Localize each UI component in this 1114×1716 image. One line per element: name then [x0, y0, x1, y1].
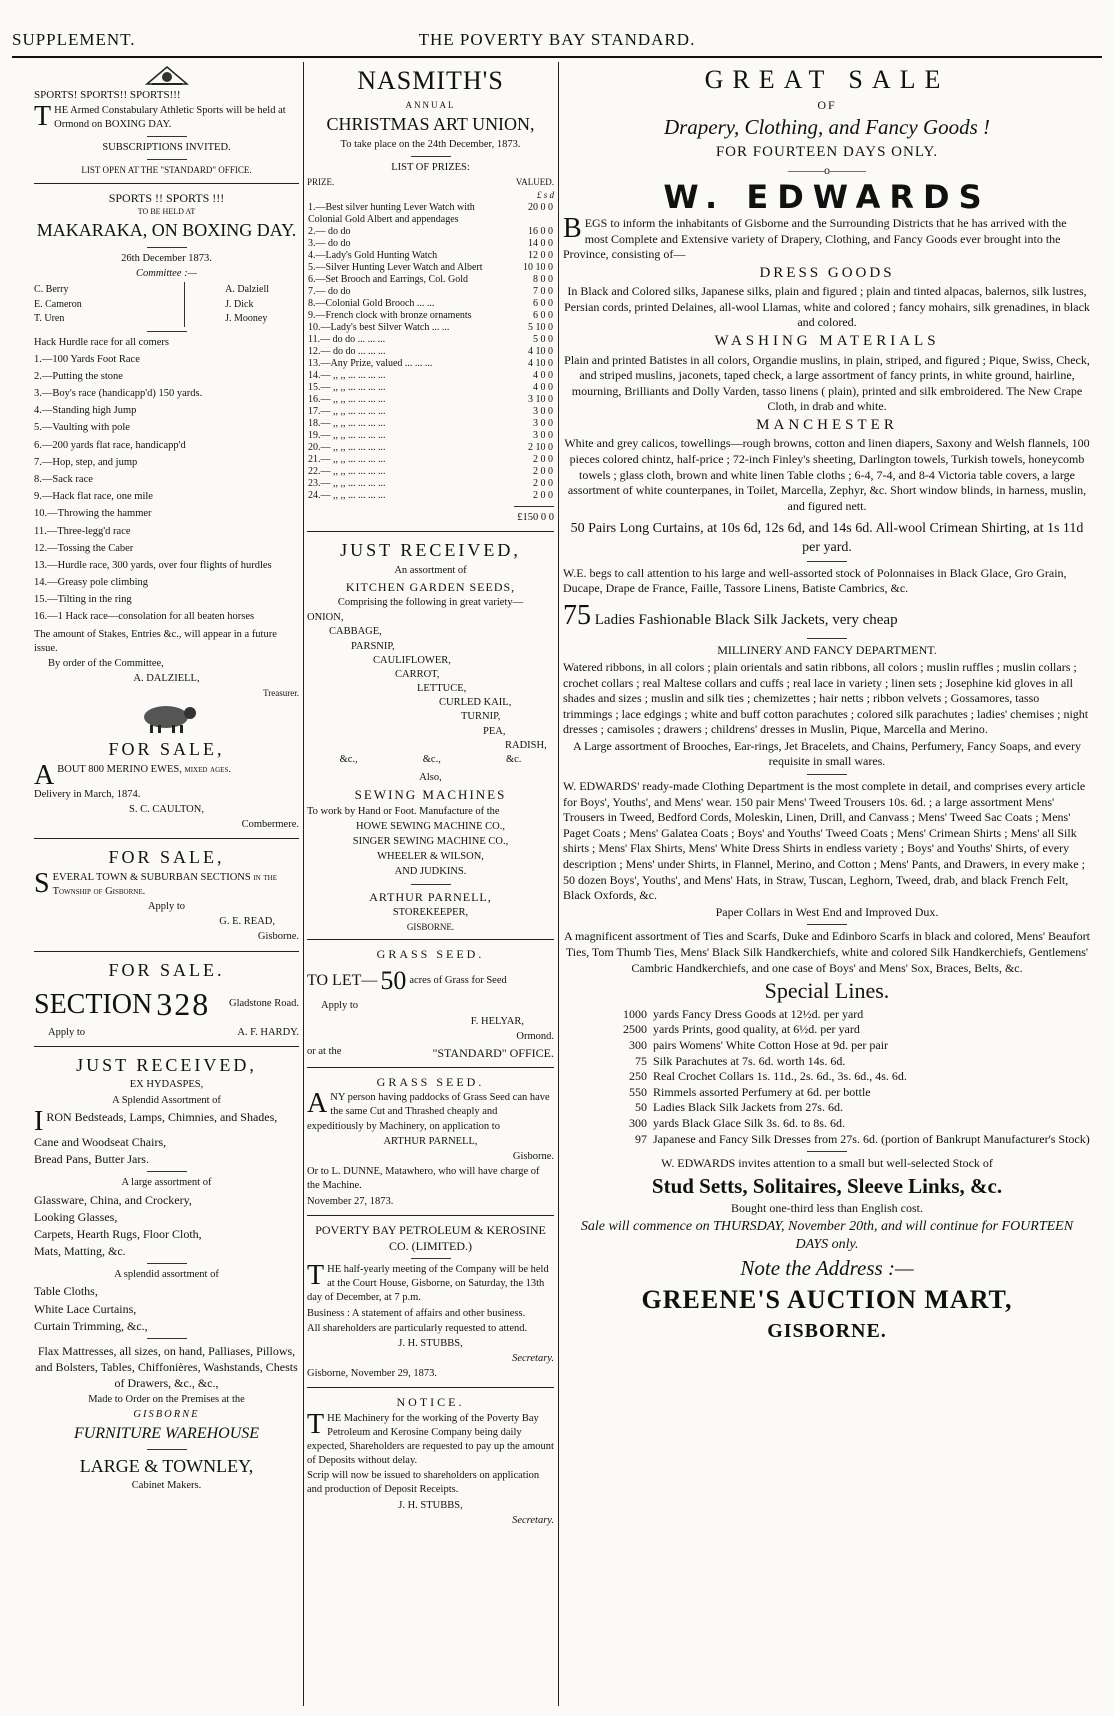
seed-item: CURLED KAIL,: [439, 697, 512, 709]
sewing-work: To work by Hand or Foot. Manufacture of the: [307, 805, 500, 817]
sports-heading-2: SPORTS !! SPORTS !!!: [108, 190, 225, 205]
special-line: 1000 yards Fancy Dress Goods at 12½d. per yard: [623, 1006, 864, 1021]
section328-line: [34, 983, 299, 1026]
art-union: CHRISTMAS ART UNION,: [326, 114, 535, 135]
notice-stubbs-title: Secretary.: [512, 1514, 554, 1526]
seeds-also: Also,: [419, 772, 442, 784]
column-3: [563, 62, 1091, 1706]
hack-hurdle: Hack Hurdle race for all comers: [34, 336, 169, 348]
event-item: 7.—Hop, step, and jump: [34, 456, 138, 468]
paper-collars: Paper Collars in West End and Improved Dux.: [715, 904, 939, 919]
makaraka-place: MAKARAKA, ON BOXING DAY.: [36, 220, 297, 241]
event-item: 8.—Sack race: [34, 474, 93, 485]
prize-row: 14.— ,, ,, ... ... ... ... 4 0 0: [308, 370, 553, 382]
event-item: 13.—Hurdle race, 300 yards, over four flights of hurdles: [34, 559, 272, 571]
sewing-makers: [307, 820, 554, 880]
seed-item: PEA,: [483, 725, 506, 737]
prize-row: 5.—Silver Hunting Lever Watch and Albert 10 10 0: [308, 262, 553, 274]
sign-name: A. DALZIELL,: [133, 673, 200, 685]
flax-mattresses: Flax Mattresses, all sizes, on hand, Palliases, Pillows, and Bolsters, Tables, Chiffonières, Washstands, Chests of Drawers, &c., &c.,: [35, 1344, 298, 1391]
to-be-held: TO BE HELD AT: [137, 206, 196, 216]
ewes-delivery: Delivery in March, 1874.: [34, 788, 141, 800]
prize-row: 2.— do do 16 0 0: [308, 226, 553, 238]
committee-member: E. Cameron: [34, 298, 82, 310]
manchester-heading: MANCHESTER: [756, 416, 898, 433]
special-lines: [563, 1007, 1091, 1147]
column-2: [307, 62, 554, 1706]
iron-bedsteads: IRON Bedsteads, Lamps, Chimnies, and Shades,: [34, 1105, 278, 1137]
washing-heading: WASHING MATERIALS: [714, 333, 940, 350]
great-sale: GREAT SALE: [704, 65, 950, 94]
prize-row: 18.— ,, ,, ... ... ... ... 3 0 0: [308, 418, 553, 430]
seed-etc-item: &c.,: [422, 753, 441, 765]
edwards-begs: BEGS to inform the inhabitants of Gisborne and the Surrounding Districts that he has arrived with the most Complete and Extensive variety of Drapery, Clothing, and Fancy Goods ever brought into the Province, consisting of—: [563, 212, 1067, 262]
seed-etc: [307, 753, 554, 767]
prize-row: 16.— ,, ,, ... ... ... ... 3 10 0: [308, 394, 553, 406]
sewing-maker: AND JUDKINS.: [394, 866, 467, 878]
event-item: 6.—200 yards flat race, handicapp'd: [34, 439, 186, 451]
sections-text: SEVERAL TOWN & SUBURBAN SECTIONS in the Township of Gisborne.: [34, 867, 277, 899]
edwards-name: W. EDWARDS: [663, 177, 991, 216]
large-townley: LARGE & TOWNLEY,: [79, 1455, 254, 1476]
special-line: 50 Ladies Black Silk Jackets from 27s. 6d.: [635, 1100, 843, 1115]
seed-list: [307, 611, 554, 753]
seed-item: CAULIFLOWER,: [373, 654, 451, 666]
kitchen-garden-seeds: KITCHEN GARDEN SEEDS,: [345, 579, 516, 594]
notice-text: THE Machinery for the working of the Poverty Bay Petroleum and Kerosine Company being daily expected, Shareholders are requested to pay up the amount of Deposits without delay.: [307, 1408, 554, 1467]
prize-row: 6.—Set Brooch and Earrings, Col. Gold 8 0 0: [308, 274, 553, 286]
prize-row: 12.— do do ... ... ... 4 10 0: [308, 346, 553, 358]
seeds-heading: JUST RECEIVED,: [340, 540, 521, 561]
special-line: 2500 yards Prints, good quality, at 6½d. per yard: [623, 1022, 860, 1037]
event-item: 11.—Three-legg'd race: [34, 525, 131, 537]
drapery-clothing: Drapery, Clothing, and Fancy Goods !: [663, 115, 991, 140]
sale-commence: Sale will commence on THURSDAY, November 20th, and will continue for FOURTEEN DAYS only.: [580, 1218, 1074, 1252]
committee-label: Committee :—: [136, 267, 197, 279]
seed-item: CARROT,: [395, 668, 440, 680]
millinery: Watered ribbons, in all colors ; plain orientals and satin ribbons, all colors ; muslin ruffles ; muslin collars ; crochet collars ; real Maltese collars and cuffs ; real lace in variety ; linen sets ; Josephine kid gloves in all shades and sizes ; muslin and silk ties ; chemizettes ; hair netts ; ribbon velvets ; Gossamores, tasso trimmings ; lace edgings ; white and buff cotton parachutes ; colored silk parachutes ; ladies' chemises ; night dresses ; camisoles ; drawers ; childrens' dresses in Muslin, Pique, Marcella and Merino.: [563, 659, 1089, 737]
furniture-warehouse: FURNITURE WAREHOUSE: [73, 1424, 260, 1442]
section328-heading: FOR SALE.: [108, 959, 225, 980]
fourteen-days: FOR FOURTEEN DAYS ONLY.: [715, 143, 939, 160]
special-line: 300 pairs Womens' White Cotton Hose at 9d. per pair: [629, 1037, 889, 1052]
hydaspes-lines-1: [34, 1134, 299, 1167]
seed-item: CABBAGE,: [329, 626, 382, 638]
event-item: 3.—Boy's race (handicapp'd) 150 yards.: [34, 388, 203, 400]
great-sale-of: OF: [817, 97, 837, 112]
list-of-prizes: LIST OF PRIZES:: [391, 161, 470, 173]
grass-to-let: TO LET— 50 acres of Grass for Seed: [307, 966, 507, 996]
grass-seed-heading-1: GRASS SEED.: [376, 947, 485, 962]
prize-row: 9.—French clock with bronze ornaments 6 0 0: [308, 310, 553, 322]
petroleum-text: THE half-yearly meeting of the Company will be held at the Court House, Gisborne, on Saturday, the 13th day of December, at 7 p.m.: [307, 1260, 549, 1304]
masthead-title: THE POVERTY BAY STANDARD.: [418, 30, 696, 49]
stakes-note: The amount of Stakes, Entries &c., will appear in a future issue.: [34, 628, 277, 654]
polonnaises: W.E. begs to call attention to his large and well-assorted stock of Polonnaises in Black Glace, Gro Grain, Ducape, Drape de France, Faille, Tassore Linens, Batiste Cambrics, &c.: [563, 565, 1067, 596]
sports-crest-icon: [142, 64, 192, 86]
event-item: 14.—Greasy pole climbing: [34, 577, 149, 589]
money-header: £ s d: [536, 190, 554, 201]
prize-row: 4.—Lady's Gold Hunting Watch 12 0 0: [308, 250, 553, 262]
washing-materials: Plain and printed Batistes in all colors, Organdie muslins, in plain, striped, and figured ; Pique, Swiss, Check, and striped muslins, jaconets, taped check, a large assortment of fancy prints, in white ground, hairline, mourning, Brilliants and Dolly Varden, tasso linens ( plain), printed and silk embroidered. The New Crape Cloth, in drab and white.: [564, 352, 1090, 414]
prize-row: 3.— do do 14 0 0: [308, 238, 553, 250]
section328-apply-row: Apply to A. F. HARDY.: [48, 1027, 299, 1039]
petroleum-dateline: Gisborne, November 29, 1873.: [307, 1368, 438, 1380]
standard-office: or at the "STANDARD" OFFICE.: [307, 1045, 554, 1060]
gisborne-address: GISBORNE.: [767, 1320, 887, 1343]
goods-line: Glassware, China, and Crockery,: [34, 1192, 192, 1207]
grass2-place: Gisborne.: [512, 1150, 554, 1162]
sections-heading: FOR SALE,: [108, 847, 225, 868]
column-rule: [303, 62, 304, 1706]
goods-line: Bread Pans, Butter Jars.: [34, 1152, 149, 1167]
goods-line: White Lace Curtains,: [34, 1301, 137, 1316]
hydaspes-heading: JUST RECEIVED,: [76, 1055, 257, 1076]
prize-total: £150 0 0: [517, 512, 554, 524]
notice-scrip: Scrip will now be issued to shareholders on application and production of Deposit Receipts.: [307, 1470, 540, 1496]
hydaspes-splendid: A splendid assortment of: [114, 1269, 219, 1281]
sports-heading: SPORTS! SPORTS!! SPORTS!!!: [34, 89, 181, 101]
sewing-maker: WHEELER & WILSON,: [377, 851, 484, 863]
grass2-or: Or to L. DUNNE, Matawhero, who will have charge of the Machine.: [307, 1166, 540, 1192]
petroleum-all: All shareholders are particularly requested to attend.: [307, 1322, 528, 1334]
seeds-assort: An assortment of: [394, 564, 467, 576]
masthead-supplement: SUPPLEMENT.: [12, 30, 136, 49]
seed-item: TURNIP,: [461, 711, 501, 723]
art-union-date: To take place on the 24th December, 1873.: [340, 138, 521, 150]
committee-order: By order of the Committee,: [48, 657, 164, 669]
seed-etc-item: &c.: [505, 753, 522, 765]
sections-name: G. E. READ,: [219, 916, 275, 928]
prize-table: [307, 202, 554, 502]
event-item: 2.—Putting the stone: [34, 370, 123, 382]
goods-line: Mats, Matting, &c.: [34, 1244, 126, 1259]
petroleum-business: Business : A statement of affairs and other business.: [307, 1307, 526, 1319]
prize-row: 21.— ,, ,, ... ... ... ... 2 0 0: [308, 454, 553, 466]
long-curtains: 50 Pairs Long Curtains, at 10s 6d, 12s 6d, and 14s 6d. All-wool Crimean Shirting, at 1s 11d per yard.: [570, 521, 1084, 555]
ewes-heading: FOR SALE,: [108, 739, 225, 760]
prize-columns: PRIZE. VALUED.: [307, 176, 554, 187]
stubbs-title: Secretary.: [512, 1353, 554, 1365]
prize-row: 13.—Any Prize, valued ... ... ... 4 10 0: [308, 358, 553, 370]
made-to-order: Made to Order on the Premises at the: [88, 1393, 245, 1405]
seed-item: PARSNIP,: [351, 640, 395, 652]
goods-line: Cane and Woodseat Chairs,: [34, 1135, 167, 1150]
prize-row: 24.— ,, ,, ... ... ... ... 2 0 0: [308, 490, 553, 502]
grass2-date: November 27, 1873.: [307, 1195, 394, 1207]
masthead: [12, 26, 1102, 58]
millinery-heading: MILLINERY AND FANCY DEPARTMENT.: [717, 643, 937, 658]
petroleum-heading: POVERTY BAY PETROLEUM & KEROSINE CO. (LIMITED.): [315, 1222, 546, 1253]
committee-member: A. Dalziell: [225, 284, 269, 296]
cabinet-makers: Cabinet Makers.: [131, 1479, 202, 1491]
parnell-role: STOREKEEPER,: [392, 906, 469, 918]
column-rule: [558, 62, 559, 1706]
greenes-auction-mart: GREENE'S AUCTION MART,: [641, 1285, 1013, 1315]
ewes-name: S. C. CAULTON,: [129, 804, 204, 816]
column-1: [34, 62, 299, 1706]
section-road: Gladstone Road.: [229, 998, 299, 1010]
subscriptions: SUBSCRIPTIONS INVITED.: [102, 142, 231, 154]
special-line: 75 Silk Parachutes at 7s. 6d. worth 14s. 6d.: [635, 1053, 846, 1068]
event-item: 10.—Throwing the hammer: [34, 508, 152, 520]
stud-setts: Stud Setts, Solitaires, Sleeve Links, &c.: [651, 1173, 1003, 1198]
prize-row: 7.— do do 7 0 0: [308, 286, 553, 298]
seed-item: ONION,: [307, 612, 344, 624]
special-line: 97 Japanese and Fancy Silk Dresses from 27s. 6d. (portion of Bankrupt Manufacturer's Stock): [635, 1131, 1090, 1146]
grass-apply: Apply to: [321, 1000, 359, 1012]
goods-line: Curtain Trimming, &c.,: [34, 1318, 148, 1333]
silk-jackets: 75 Ladies Fashionable Black Silk Jackets, very cheap: [563, 599, 898, 631]
sports-date: 26th December 1873.: [121, 252, 212, 264]
goods-line: Looking Glasses,: [34, 1209, 118, 1224]
event-item: 4.—Standing high Jump: [34, 405, 137, 417]
edwards-invites: W. EDWARDS invites attention to a small but well-selected Stock of: [661, 1156, 993, 1171]
notice-stubbs: J. H. STUBBS,: [398, 1499, 463, 1511]
special-line: 250 Real Crochet Collars 1s. 11d., 2s. 6d., 3s. 6d., 4s. 6d.: [629, 1069, 907, 1084]
hydaspes-lines-3: [34, 1283, 299, 1334]
committee-member: C. Berry: [34, 284, 69, 296]
bought-cost: Bought one-third less than English cost.: [731, 1201, 923, 1216]
ties-scarfs: A magnificent assortment of Ties and Scarfs, Duke and Edinboro Scarfs in black and colored, Mens' Beaufort Ties, Tom Thumb Ties, Mens' Black Silk Handkerchiefs, white and colored Silk Handkerchiefs, Gentlemens' Cambric Handkerchiefs, and one case of Boys' and Mens' Sox, Braces, Belts, &c.: [563, 929, 1091, 975]
hydaspes-assort: A Splendid Assortment of: [112, 1094, 221, 1106]
dress-goods: In Black and Colored silks, Japanese silks, plain and figured ; plain and tinted alpacas, balernos, silk lustres, Persian cords, printed Delaines, all-wool Llamas, white and colored ; fancy mohairs, silk grenadines, in black and colored.: [564, 284, 1090, 330]
prize-row: 22.— ,, ,, ... ... ... ... 2 0 0: [308, 466, 553, 478]
event-item: 5.—Vaulting with pole: [34, 422, 130, 434]
goods-line: Carpets, Hearth Rugs, Floor Cloth,: [34, 1226, 202, 1241]
ewes-text: ABOUT 800 MERINO EWES, mixed ages.: [34, 759, 231, 791]
grass-seed-heading-2: GRASS SEED.: [376, 1075, 485, 1090]
hydaspes-large: A large assortment of: [121, 1177, 212, 1189]
grass2-name: ARTHUR PARNELL,: [383, 1135, 478, 1147]
prize-row: 23.— ,, ,, ... ... ... ... 2 0 0: [308, 478, 553, 490]
sheep-icon: [132, 701, 202, 735]
ornament-divider: ———o———: [788, 163, 866, 178]
sewing-machines: SEWING MACHINES: [354, 787, 507, 803]
section-word: SECTION: [34, 988, 153, 1020]
event-item: 16.—1 Hack race—consolation for all beaten horses: [34, 611, 255, 623]
gisborne-label: GISBORNE: [133, 1408, 200, 1420]
event-item: 12.—Tossing the Caber: [34, 542, 134, 554]
note-address: Note the Address :—: [740, 1256, 914, 1280]
nasmith-annual: ANNUAL: [405, 100, 456, 111]
sewing-maker: HOWE SEWING MACHINE CO.,: [355, 820, 506, 832]
prize-row: 20.— ,, ,, ... ... ... ... 2 10 0: [308, 442, 553, 454]
special-lines-heading: Special Lines.: [764, 978, 890, 1004]
parnell-name: ARTHUR PARNELL,: [369, 889, 492, 904]
manchester: White and grey calicos, towellings—rough browns, cotton and linen diapers, Saxony and Welsh flannels, 100 pieces colored chintz, half-price ; 72-inch Finley's sheeting, Darlington towels, Turkish towels, honeycomb towels ; glass cloth, brown and white linen Table cloths ; 6-4, 7-4, and 8-4 Victoria table covers, a large assortment of white counterpanes, in Toilet, Marcella, Zephyr, &c. Short window blinds, in harness, muslin, and figured nett.: [564, 436, 1090, 513]
event-item: 15.—Tilting in the ring: [34, 594, 132, 606]
helyar-place: Ormond.: [516, 1030, 554, 1042]
sections-apply: Apply to: [147, 901, 186, 913]
committee-member: J. Mooney: [225, 313, 268, 325]
hydaspes-lines-2: [34, 1192, 299, 1260]
hydaspes-sub: EX HYDASPES,: [129, 1079, 204, 1091]
brooches: A Large assortment of Brooches, Ear-rings, Jet Bracelets, and Chains, Perfumery, Fancy Soaps, and every requisite in small wares.: [573, 738, 1081, 769]
prize-row: 8.—Colonial Gold Brooch ... ... 6 0 0: [308, 298, 553, 310]
helyar-name: F. HELYAR,: [470, 1015, 524, 1027]
goods-line: Table Cloths,: [34, 1284, 98, 1299]
prize-row: 15.— ,, ,, ... ... ... ... 4 0 0: [308, 382, 553, 394]
section-number: 328: [156, 985, 211, 1022]
dress-goods-heading: DRESS GOODS: [759, 264, 895, 281]
event-list: [34, 353, 299, 625]
clothing-department: W. EDWARDS' ready-made Clothing Department is the most complete in detail, and comprises every article for Boys', Youths', and Mens' wear. 150 pair Mens' Tweed Trousers 10s. 6d. ; a large assortment Mens' Trousers in Tweed, Bedford Cords, Moleskin, Linen, Drill, and Canvass ; Mens' Tweed Sac Coats ; Mens' Paget Coats ; Mens' Galatea Coats ; Boys' and Youths' Tweed Coats ; Mens' Crimean Shirts ; Mens' all Silk shirts ; Mens' Flax Shirts, Mens' White Dress Shirts in endless variety ; Boys' and Youths' Shirts, of every description ; Mens' under Shirts, in Flannel, Merino, and Cotton ; Mens' Pants, and Drawers, in every make ; 50 dozen Boys', Youths', and Mens' Hats, in Straw, Tuscan, Leghorn, Tweed, drab, and black French Felt, Black Oxfords, &c.: [563, 779, 1086, 903]
prize-row: 1.—Best silver hunting Lever Watch with Colonial Gold Albert and appendages 20 0 0: [308, 202, 553, 226]
prize-row: 17.— ,, ,, ... ... ... ... 3 0 0: [308, 406, 553, 418]
nasmith-heading: NASMITH'S: [357, 66, 504, 95]
sports-intro: THE Armed Constabulary Athletic Sports will be held at Ormond on BOXING DAY.: [34, 100, 286, 132]
grass2-text: ANY person having paddocks of Grass Seed can have the same Cut and Thrashed cheaply and expeditiously by Machinery, on application to: [307, 1088, 550, 1132]
special-line: 300 yards Black Glace Silk 3s. 6d. to 8s. 6d.: [629, 1115, 845, 1130]
sign-title: Treasurer.: [263, 688, 299, 699]
seed-etc-item: &c.,: [339, 753, 358, 765]
committee-member: T. Uren: [34, 313, 65, 325]
seed-item: LETTUCE,: [417, 683, 467, 695]
seed-item: RADISH,: [505, 739, 547, 751]
committee: [34, 282, 299, 327]
event-item: 1.—100 Yards Foot Race: [34, 353, 140, 365]
ewes-place: Combermere.: [241, 819, 299, 831]
notice-heading: NOTICE.: [396, 1395, 465, 1410]
sections-place: Gisborne.: [257, 931, 299, 943]
prize-row: 11.— do do ... ... ... 5 0 0: [308, 334, 553, 346]
parnell-place: GISBORNE.: [406, 921, 455, 932]
prize-row: 19.— ,, ,, ... ... ... ... 3 0 0: [308, 430, 553, 442]
list-open: LIST OPEN AT THE "STANDARD" OFFICE.: [81, 165, 252, 176]
special-line: 550 Rimmels assorted Perfumery at 6d. per bottle: [629, 1084, 871, 1099]
sewing-maker: SINGER SEWING MACHINE CO.,: [352, 836, 509, 848]
committee-member: J. Dick: [225, 298, 254, 310]
seeds-comprising: Comprising the following in great variety—: [337, 596, 524, 608]
stubbs-name: J. H. STUBBS,: [398, 1337, 463, 1349]
event-item: 9.—Hack flat race, one mile: [34, 491, 153, 503]
prize-row: 10.—Lady's best Silver Watch ... ... 5 10 0: [308, 322, 553, 334]
